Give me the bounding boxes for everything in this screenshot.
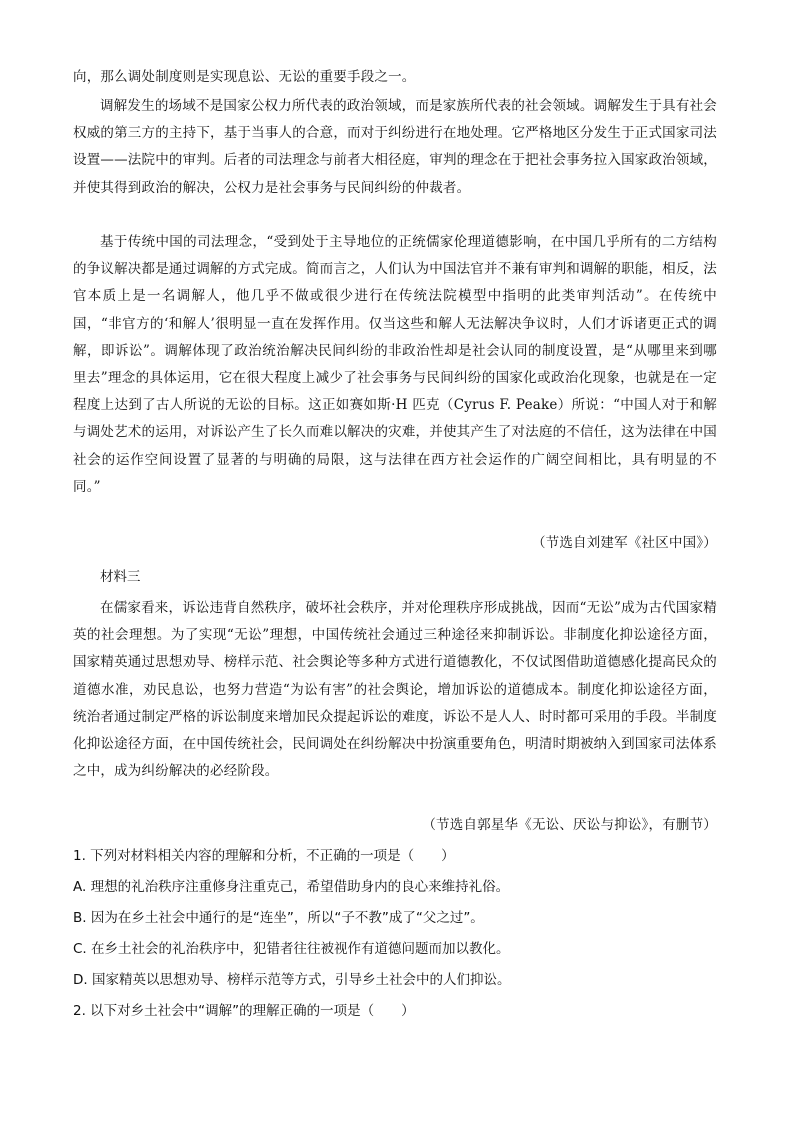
paragraph-mediation-field: 调解发生的场域不是国家公权力所代表的政治领域，而是家族所代表的社会领域。调解发生于具有社会权威的第三方的主持下，基于当事人的合意，而对于纠纷进行在地处理。它严格地区分发生于正式国家司法设置——法院中的审判。后者的司法理念与前者大相径庭，审判的理念在于把社会事务拉入国家政治领域，并使其得到政治的解决，公权力是社会事务与民间纠纷的仲裁者。 — [73, 98, 717, 196]
question-1-option-d: D. 国家精英以思想劝导、榜样示范等方式，引导乡土社会中的人们抑讼。 — [73, 972, 511, 988]
paragraph-judicial-concept: 基于传统中国的司法理念，“受到处于主导地位的正统儒家伦理道德影响，在中国几乎所有的二方结构的争议解决都是通过调解的方式完成。简而言之，人们认为中国法官并不兼有审判和调解的职能，相反，法官本质上是一名调解人，他几乎不做或很少进行在传统法院模型中指明的此类审判活动”。在传统中国，“非官方的‘和解人’很明显一直在发挥作用。仅当这些和解人无法解决争议时，人们才诉诸更正式的调解，即诉讼”。调解体现了政治统治解决民间纠纷的非政治性却是社会认同的制度设置，是“从哪里来到哪里去”理念的具体运用，它在很大程度上减少了社会事务与民间纠纷的国家化或政治化现象，也就是在一定程度上达到了古人所说的无讼的目标。这正如赛如斯·H 匹克（Cyrus F. Peake）所说：“中国人对于和解与调处艺术的运用，对诉讼产生了长久而难以解决的灾难，并使其产生了对法庭的不信任，这为法律在中国社会的运作空间设置了显著的与明确的局限，这与法律在西方社会运作的广阔空间相比，具有明显的不同。” — [73, 234, 717, 495]
question-1-option-c: C. 在乡土社会的礼治秩序中，犯错者往往被视作有道德问题而加以教化。 — [73, 941, 510, 957]
paragraph-continuation: 向，那么调处制度则是实现息讼、无讼的重要手段之一。 — [73, 69, 416, 85]
source-citation-3: （节选自郭星华《无讼、厌讼与抑讼》，有删节） — [422, 817, 717, 833]
question-1-option-a: A. 理想的礼治秩序注重修身注重克己，希望借助身内的良心来维持礼俗。 — [73, 879, 510, 895]
paragraph-confucian-view: 在儒家看来，诉讼违背自然秩序，破坏社会秩序，并对伦理秩序形成挑战，因而“无讼”成为古代国家精英的社会理想。为了实现“无讼”理想，中国传统社会通过三种途径来抑制诉讼。非制度化抑讼途径方面，国家精英通过思想劝导、榜样示范、社会舆论等多种方式进行道德教化，不仅试图借助道德感化提高民众的道德水准，劝民息讼，也努力营造“为讼有害”的社会舆论，增加诉讼的道德成本。制度化抑讼途径方面，统治者通过制定严格的诉讼制度来增加民众提起诉讼的难度，诉讼不是人人、时时都可采用的手段。半制度化抑讼途径方面，在中国传统社会，民间调处在纠纷解决中扮演重要角色，明清时期被纳入到国家司法体系之中，成为纠纷解决的必经阶段。 — [73, 600, 718, 780]
question-1-option-b: B. 因为在乡土社会中通行的是“连坐”，所以“子不教”成了“父之过”。 — [73, 910, 484, 926]
source-citation-2: （节选自刘建军《社区中国》） — [531, 535, 717, 551]
question-1: 1. 下列对材料相关内容的理解和分析，不正确的一项是（ ） — [73, 848, 455, 864]
question-2: 2. 以下对乡土社会中“调解”的理解正确的一项是（ ） — [73, 1003, 415, 1019]
material-three-heading: 材料三 — [100, 569, 141, 585]
